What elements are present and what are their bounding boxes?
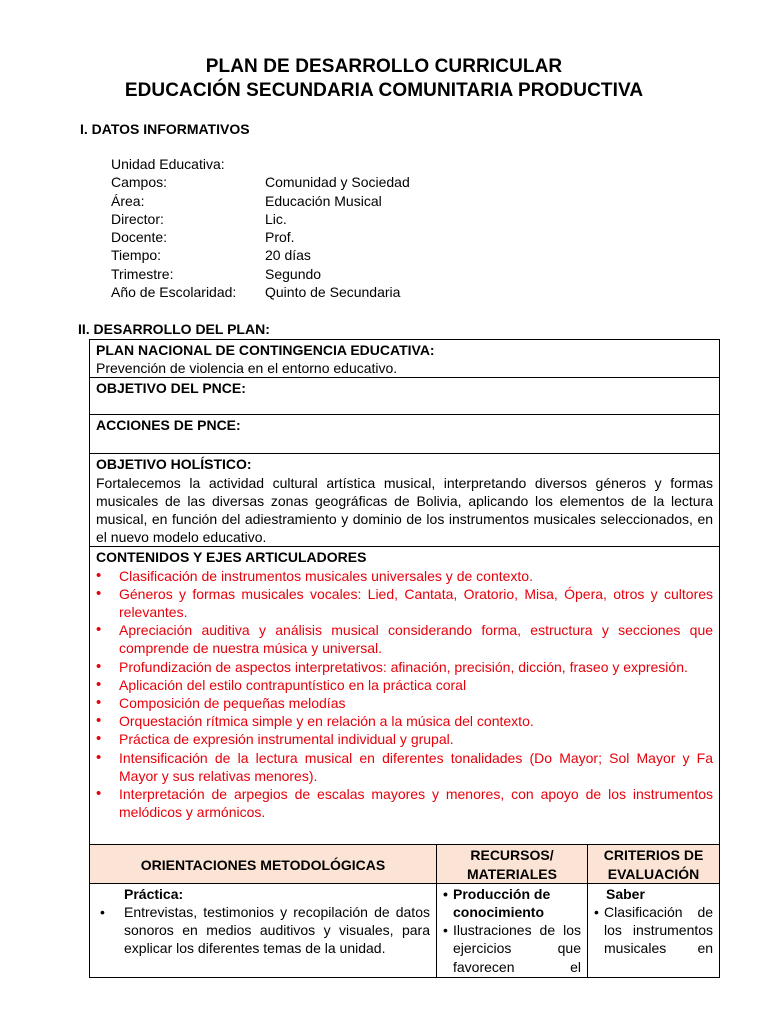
info-value: Segundo bbox=[265, 265, 322, 282]
info-row bbox=[111, 246, 410, 264]
criterios-cell bbox=[588, 883, 720, 977]
objetivo-pnce-row bbox=[90, 378, 720, 415]
info-row bbox=[111, 155, 410, 173]
contenidos-heading: CONTENIDOS Y EJES ARTICULADORES bbox=[96, 549, 367, 566]
holistico-heading: OBJETIVO HOLÍSTICO: bbox=[96, 456, 252, 473]
pnce-text: Prevención de violencia en el entorno educativo. bbox=[96, 360, 398, 377]
practica-heading: Práctica: bbox=[124, 885, 184, 902]
contenidos-row bbox=[90, 547, 720, 845]
info-label: Docente: bbox=[111, 229, 168, 246]
content-row bbox=[90, 883, 720, 977]
info-value: Educación Musical bbox=[265, 192, 382, 209]
list-item: • Interpretación de arpegios de escalas mayores y menores, con apoyo de los instrumentos melódicos y armónicos. bbox=[96, 785, 713, 821]
info-row bbox=[111, 210, 410, 228]
info-label: Director: bbox=[111, 210, 164, 227]
acciones-row bbox=[90, 415, 720, 454]
info-row bbox=[111, 228, 410, 246]
info-label: Campos: bbox=[111, 174, 168, 191]
pnce-row bbox=[90, 340, 720, 378]
pnce-heading: PLAN NACIONAL DE CONTINGENCIA EDUCATIVA: bbox=[96, 342, 435, 358]
list-item: • Apreciación auditiva y análisis musical considerando forma, estructura y secciones que comprende de nuestra música y universal. bbox=[96, 621, 713, 657]
col-criterios-header bbox=[588, 845, 720, 883]
criterios-item: • Clasificación de los instrumentos musicales en bbox=[594, 903, 713, 958]
col-orientaciones-header bbox=[90, 845, 437, 883]
info-label: Tiempo: bbox=[111, 247, 162, 264]
acciones-heading: ACCIONES DE PNCE: bbox=[96, 417, 241, 434]
col-criterios-label-1: CRITERIOS DE bbox=[603, 847, 704, 864]
plan-table bbox=[89, 339, 720, 978]
holistico-text: Fortalecemos la actividad cultural artística musical, interpretando diversos géneros y formas musicales de las diversas zonas geográficas de Bolivia, aplicando los elementos de la lectura musical, en función del adiestramiento y dominio de los instrumentos musicales seleccionados, en el nuevo modelo educativo. bbox=[96, 474, 714, 546]
info-label: Área: bbox=[111, 192, 145, 209]
col-criterios-label-2: EVALUACIÓN bbox=[607, 865, 700, 882]
info-value: 20 días bbox=[265, 247, 311, 264]
list-item: • Intensificación de la lectura musical en diferentes tonalidades (Do Mayor; Sol Mayor y Fa Mayor y sus relativas menores). bbox=[96, 749, 713, 785]
info-list bbox=[111, 155, 410, 301]
list-item: • Clasificación de instrumentos musicales universales y de contexto. bbox=[96, 567, 713, 585]
info-value: Lic. bbox=[265, 210, 287, 227]
objetivo-pnce-heading: OBJETIVO DEL PNCE: bbox=[96, 380, 246, 397]
recursos-item: • Ilustraciones de los ejercicios que favorecen el bbox=[443, 921, 581, 976]
info-row bbox=[111, 283, 410, 301]
section-heading-desarrollo: II. DESARROLLO DEL PLAN: bbox=[78, 321, 270, 337]
info-value: Comunidad y Sociedad bbox=[265, 174, 410, 191]
col-orientaciones-label: ORIENTACIONES METODOLÓGICAS bbox=[140, 856, 386, 873]
holistico-row bbox=[90, 454, 720, 547]
list-item: • Orquestación rítmica simple y en relación a la música del contexto. bbox=[96, 712, 713, 730]
columns-header-row bbox=[90, 845, 720, 883]
list-item: • Aplicación del estilo contrapuntístico en la práctica coral bbox=[96, 676, 713, 694]
list-item: • Profundización de aspectos interpretativos: afinación, precisión, dicción, fraseo y expresión. bbox=[96, 658, 713, 676]
info-label: Año de Escolaridad: bbox=[111, 284, 237, 301]
recursos-cell bbox=[437, 883, 588, 977]
info-row bbox=[111, 173, 410, 191]
list-item: • Composición de pequeñas melodías bbox=[96, 694, 713, 712]
practica-item: • Entrevistas, testimonios y recopilación de datos sonoros en medios auditivos y visuales, para explicar los diferentes temas de la unidad. bbox=[94, 903, 430, 958]
info-label: Trimestre: bbox=[111, 265, 174, 282]
info-row bbox=[111, 192, 410, 210]
document-title-line1: PLAN DE DESARROLLO CURRICULAR bbox=[205, 56, 563, 77]
list-item: • Práctica de expresión instrumental individual y grupal. bbox=[96, 730, 713, 748]
info-label: Unidad Educativa: bbox=[111, 156, 225, 172]
criterios-heading: Saber bbox=[606, 885, 645, 902]
recursos-heading: • Producción de conocimiento bbox=[443, 885, 581, 921]
section-heading-datos: I. DATOS INFORMATIVOS bbox=[80, 121, 250, 137]
list-item: • Géneros y formas musicales vocales: Lied, Cantata, Oratorio, Misa, Ópera, otros y cultores relevantes. bbox=[96, 585, 713, 621]
col-recursos-label-1: RECURSOS/ bbox=[470, 847, 554, 864]
document-title-line2: EDUCACIÓN SECUNDARIA COMUNITARIA PRODUCTIVA bbox=[124, 80, 644, 101]
info-row bbox=[111, 265, 410, 283]
contenidos-list bbox=[96, 567, 713, 822]
col-recursos-header bbox=[437, 845, 588, 883]
info-value: Quinto de Secundaria bbox=[265, 284, 401, 301]
col-recursos-label-2: MATERIALES bbox=[467, 865, 557, 882]
info-value: Prof. bbox=[265, 229, 295, 246]
orientaciones-cell bbox=[90, 883, 437, 977]
